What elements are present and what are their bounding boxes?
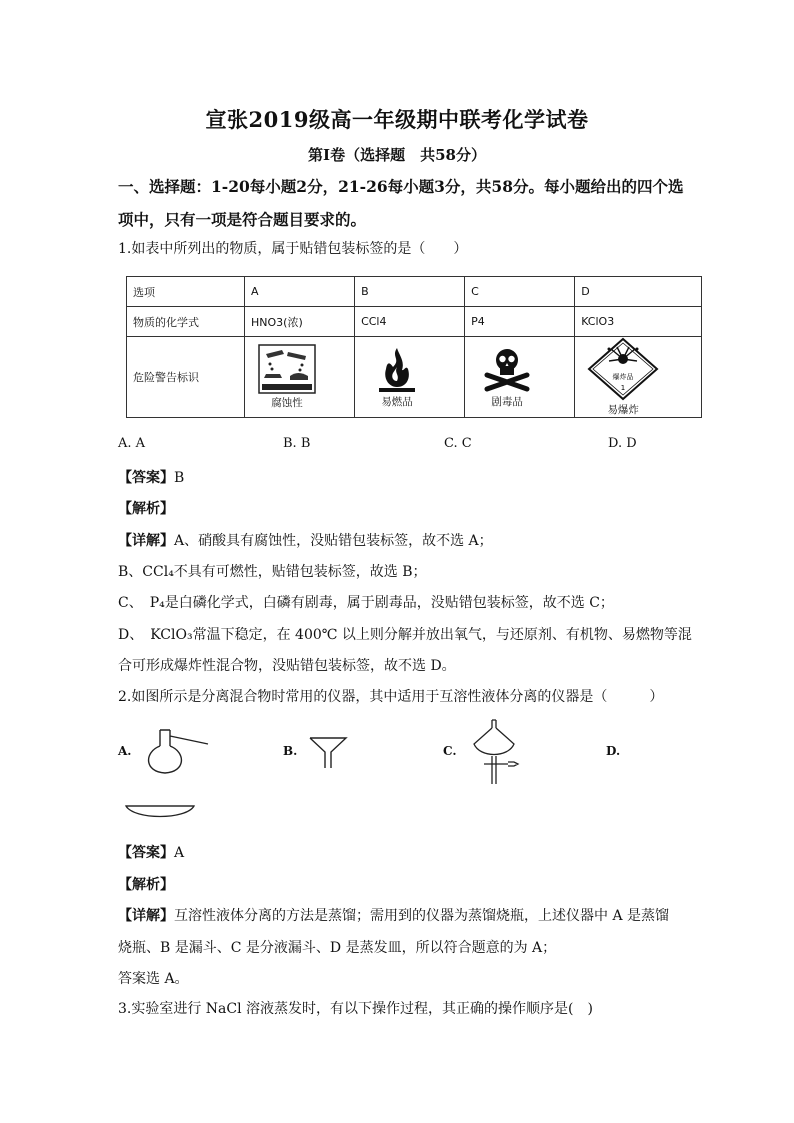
option-b: B. B <box>283 436 311 451</box>
explosive-icon <box>587 337 659 401</box>
flame-icon <box>369 345 425 393</box>
q1-explain-line: 合可形成爆炸性混合物，没贴错包装标签，故不选 D。 <box>118 658 456 674</box>
funnel-icon <box>308 736 348 770</box>
formula-cell: P4 <box>465 307 575 337</box>
formula-cell: KClO3 <box>575 307 702 337</box>
q2-explain-line <box>118 905 669 925</box>
page-title: 宣张2019级高一年级期中联考化学试卷 <box>205 107 589 132</box>
q1-analysis-label: 【解析】 <box>118 501 174 517</box>
q1-table <box>126 276 702 418</box>
option-c: C. C <box>444 436 472 451</box>
symbol-cell <box>355 337 465 418</box>
q2-label-b: B. <box>283 744 298 758</box>
table-cell: C <box>465 277 575 307</box>
q1-explain-line: D、 KClO₃常温下稳定，在 400℃ 以上则分解并放出氧气，与还原剂、有机物、易燃物等混 <box>118 627 692 643</box>
symbol-cell <box>575 337 702 418</box>
table-cell: A <box>245 277 355 307</box>
explosive-symbol <box>587 337 659 417</box>
symbol-caption: 剧毒品 <box>491 396 523 408</box>
q1-explain-line <box>118 530 493 550</box>
evaporating-dish-icon <box>124 800 196 822</box>
symbol-caption: 腐蚀性 <box>271 397 303 409</box>
q2-analysis-label: 【解析】 <box>118 877 174 893</box>
q1-answer <box>118 467 184 487</box>
symbol-cell <box>465 337 575 418</box>
option-d: D. D <box>608 436 637 451</box>
flammable-symbol <box>367 345 427 409</box>
q2-explain-line: 答案选 A。 <box>118 971 189 987</box>
q1-explain-line: C、 P₄是白磷化学式，白磷有剧毒，属于剧毒品，没贴错包装标签，故不选 C； <box>118 595 614 611</box>
svg-text:1: 1 <box>620 384 626 392</box>
toxic-symbol <box>477 345 537 409</box>
symbol-cell <box>245 337 355 418</box>
q2-label-a: A. <box>118 744 132 758</box>
table-cell: D <box>575 277 702 307</box>
option-a: A. A <box>118 436 146 451</box>
q2-label-c: C. <box>443 744 457 758</box>
distilling-flask-icon <box>140 726 210 776</box>
formula-cell: HNO3(浓) <box>245 307 355 337</box>
q2-answer <box>118 842 184 862</box>
answer-label: 【答案】 <box>118 845 174 861</box>
corrosive-symbol <box>257 344 317 410</box>
explain-text: A、硝酸具有腐蚀性，没贴错包装标签，故不选 A； <box>174 533 493 549</box>
section-subtitle: 第Ⅰ卷（选择题 共58分） <box>308 146 486 164</box>
table-cell: 物质的化学式 <box>127 307 245 337</box>
explosive-inner-label: 爆炸品 <box>612 373 634 381</box>
answer-value: A <box>174 845 185 861</box>
separatory-funnel-icon <box>470 718 530 786</box>
answer-label: 【答案】 <box>118 470 174 486</box>
symbol-caption: 易爆炸 <box>607 404 639 416</box>
table-cell: B <box>355 277 465 307</box>
detail-label: 【详解】 <box>118 533 174 549</box>
table-row <box>127 277 702 307</box>
table-cell: 选项 <box>127 277 245 307</box>
symbol-caption: 易燃品 <box>381 396 413 408</box>
section-heading: 一、选择题：1-20每小题2分，21-26每小题3分，共58分。每小题给出的四个选项中，只有一项是符合题目要求的。 <box>118 177 684 229</box>
q3-stem: 3.实验室进行 NaCl 溶液蒸发时，有以下操作过程，其正确的操作顺序是( ) <box>118 1001 593 1017</box>
explain-text: 互溶性液体分离的方法是蒸馏；需用到的仪器为蒸馏烧瓶，上述仪器中 A 是蒸馏 <box>174 908 670 924</box>
table-cell: 危险警告标识 <box>127 337 245 418</box>
q2-explain-line: 烧瓶、B 是漏斗、C 是分液漏斗、D 是蒸发皿，所以符合题意的为 A； <box>118 940 557 956</box>
q1-explain-line: B、CCl₄不具有可燃性，贴错包装标签，故选 B； <box>118 564 427 580</box>
formula-cell: CCl4 <box>355 307 465 337</box>
skull-crossbones-icon <box>479 345 535 393</box>
corrosive-icon <box>258 344 316 394</box>
q1-stem: 1.如表中所列出的物质，属于贴错包装标签的是（ ） <box>118 241 468 257</box>
detail-label: 【详解】 <box>118 908 174 924</box>
table-row <box>127 337 702 418</box>
table-row <box>127 307 702 337</box>
q2-stem: 2.如图所示是分离混合物时常用的仪器，其中适用于互溶性液体分离的仪器是（ ） <box>118 689 664 705</box>
answer-value: B <box>174 470 185 486</box>
q2-label-d: D. <box>606 744 621 758</box>
